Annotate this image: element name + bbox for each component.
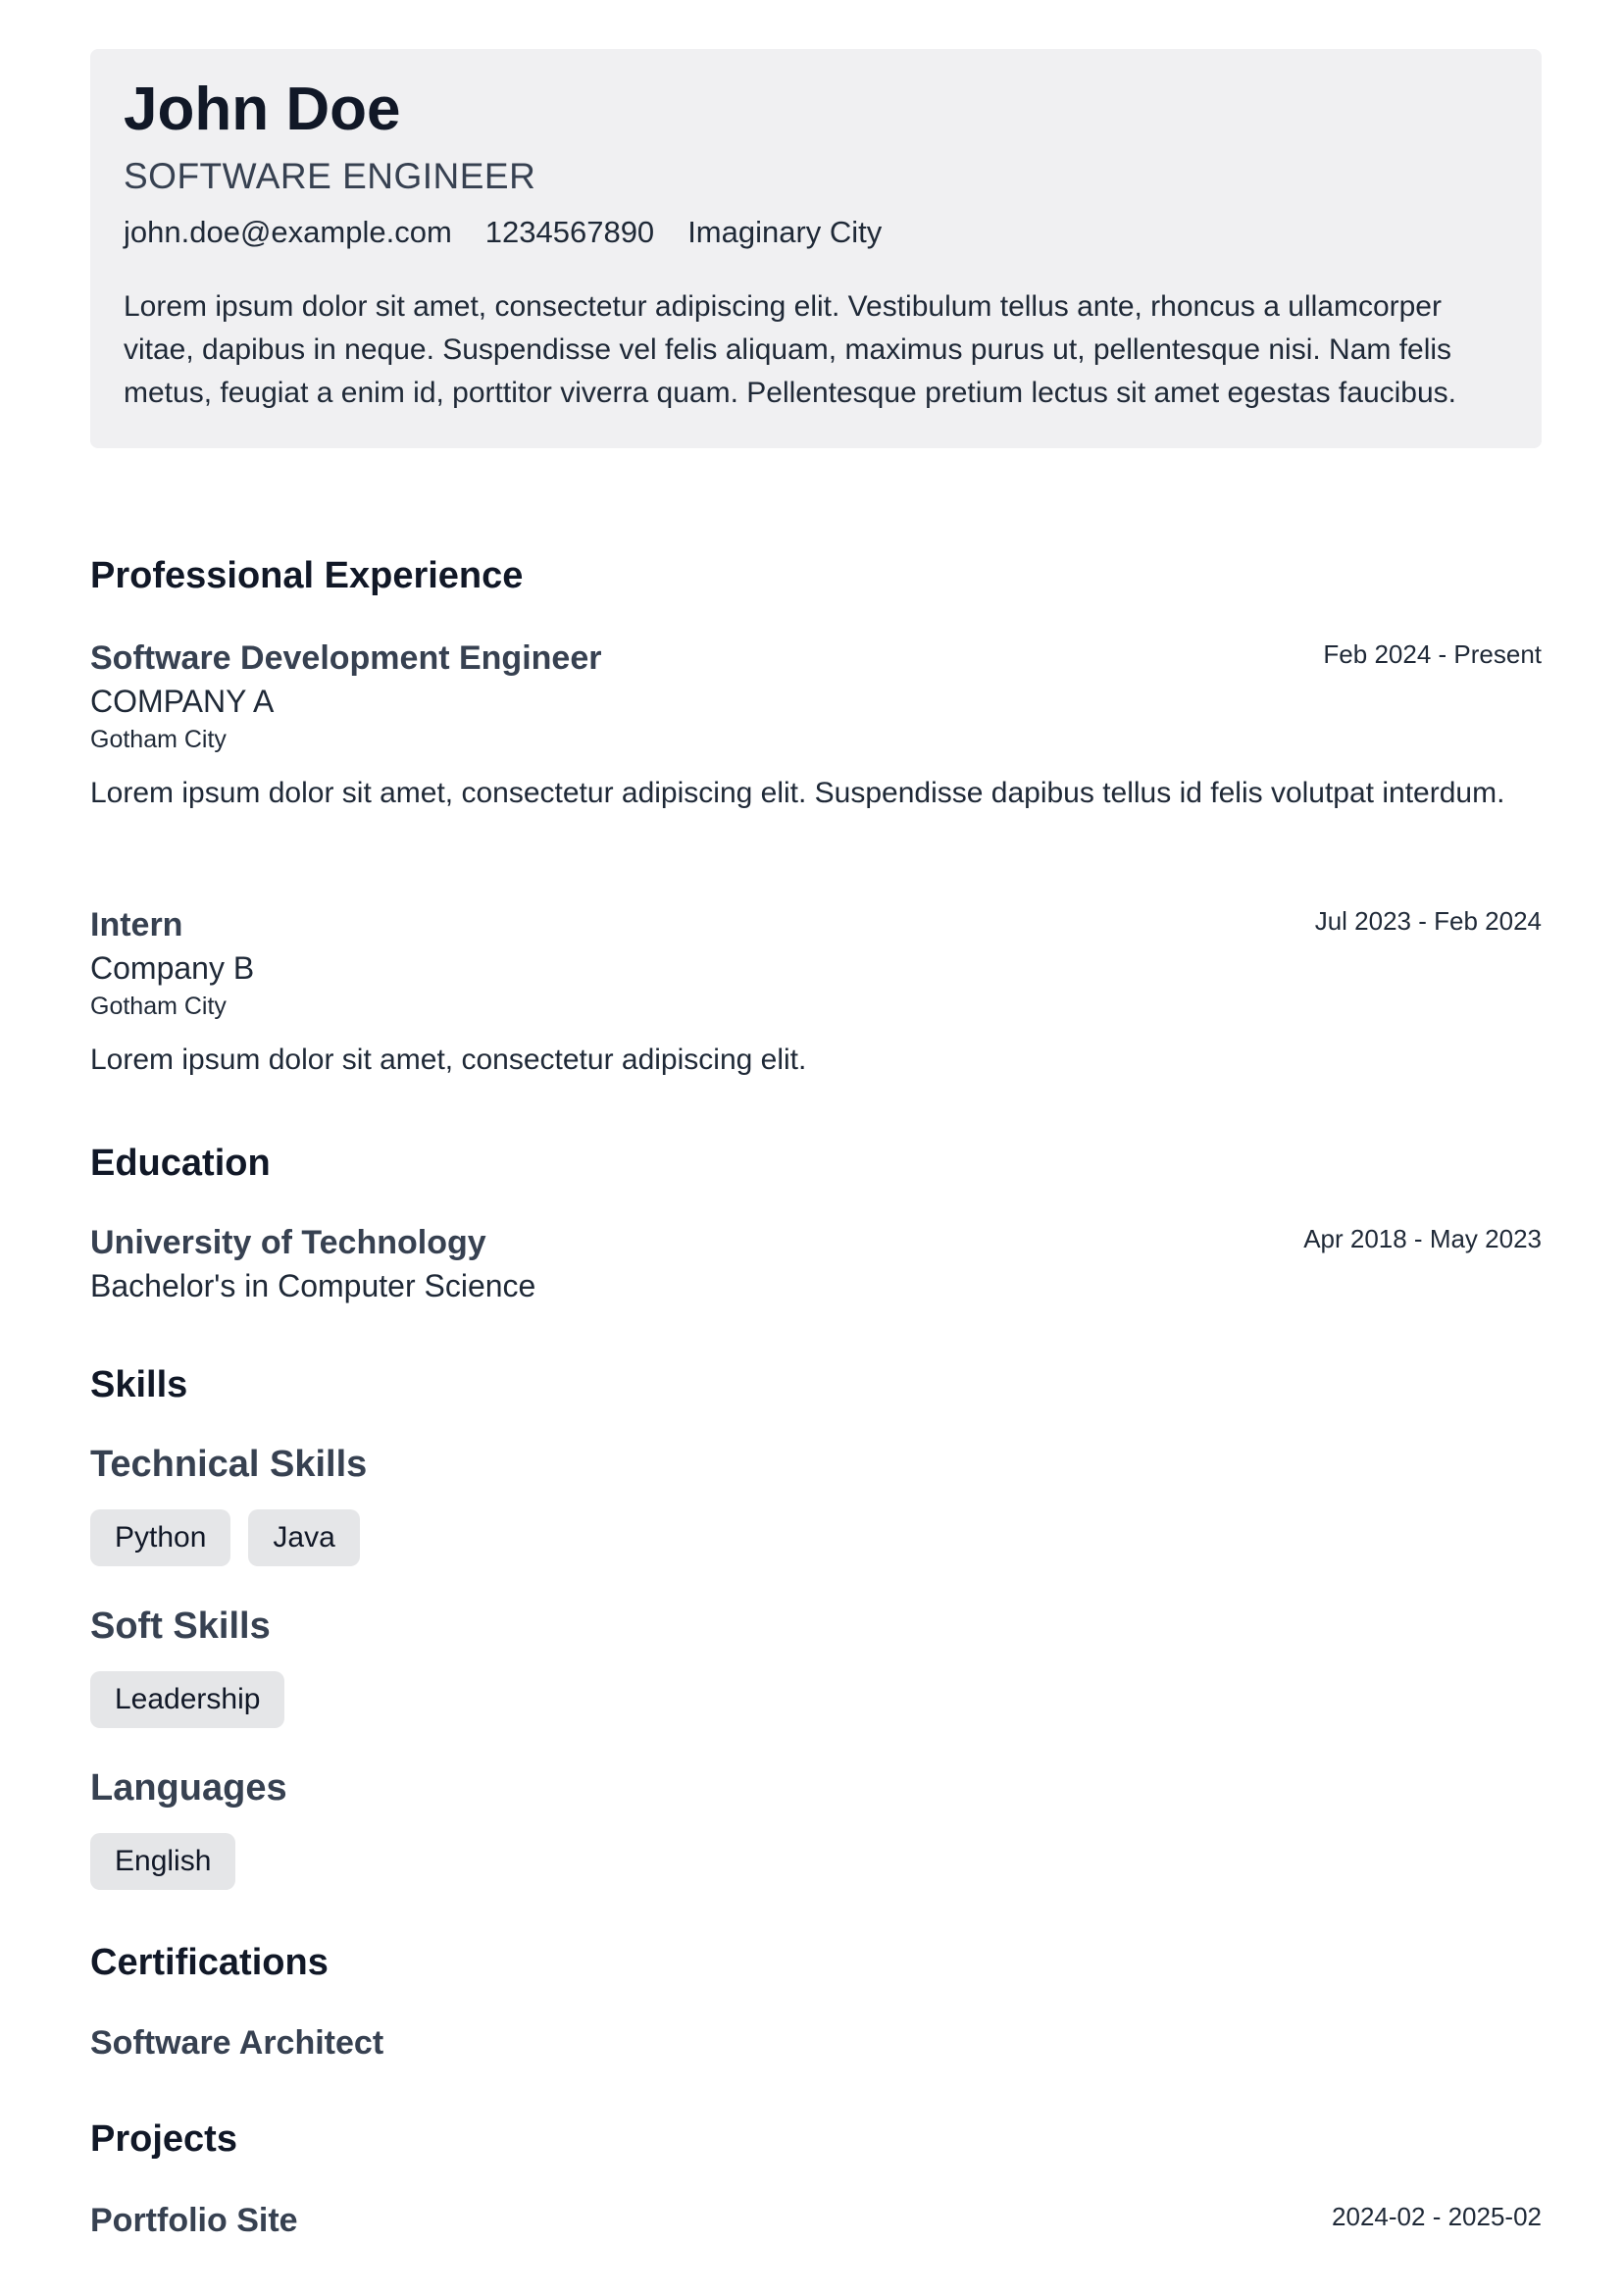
skills-section bbox=[90, 1364, 1542, 1406]
education-dates: Apr 2018 - May 2023 bbox=[1303, 1224, 1542, 1253]
skill-group bbox=[90, 1606, 1542, 1728]
project-dates: 2024-02 - 2025-02 bbox=[1332, 2202, 1542, 2231]
section-title-education: Education bbox=[90, 1143, 271, 1184]
job-description: Lorem ipsum dolor sit amet, consectetur adipiscing elit. Suspendisse dapibus tellus id felis volutpat interdum. bbox=[90, 777, 1505, 809]
certifications-section bbox=[90, 1942, 1542, 1984]
skill-group-title: Languages bbox=[90, 1767, 287, 1809]
job-title: Software Development Engineer bbox=[90, 639, 602, 677]
school-name: University of Technology bbox=[90, 1224, 486, 1261]
skill-chip: Leadership bbox=[90, 1671, 284, 1728]
experience-entry bbox=[90, 906, 1542, 1082]
summary-text: Lorem ipsum dolor sit amet, consectetur adipiscing elit. Vestibulum tellus ante, rhoncus a ullamcorper vitae, dapibus in neque. Suspendisse vel felis aliquam, maximus purus ut, pellentesque nisi. Nam felis metus, feugiat a enim id, porttitor viverra quam. Pellentesque pretium lectus sit amet egestas faucibus. bbox=[124, 290, 1456, 410]
job-location: Gotham City bbox=[90, 993, 227, 1020]
contact-phone: 1234567890 bbox=[484, 215, 655, 250]
job-company: COMPANY A bbox=[90, 684, 275, 719]
certification-entry bbox=[90, 2024, 1542, 2063]
skill-chips bbox=[90, 1671, 1542, 1728]
header-card bbox=[90, 49, 1542, 448]
section-title-certifications: Certifications bbox=[90, 1942, 329, 1983]
section-title-projects: Projects bbox=[90, 2118, 237, 2160]
skill-group-title: Technical Skills bbox=[90, 1444, 368, 1485]
section-title-experience: Professional Experience bbox=[90, 555, 524, 596]
degree-name: Bachelor's in Computer Science bbox=[90, 1268, 536, 1303]
project-title: Portfolio Site bbox=[90, 2202, 298, 2239]
experience-section bbox=[90, 555, 1542, 597]
resume-page bbox=[90, 49, 1542, 448]
skill-group-title: Soft Skills bbox=[90, 1606, 271, 1647]
projects-section bbox=[90, 2118, 1542, 2161]
contact-info bbox=[124, 215, 1508, 250]
experience-entry bbox=[90, 639, 1542, 815]
job-location: Gotham City bbox=[90, 726, 227, 753]
skill-chips bbox=[90, 1509, 1542, 1566]
skill-chip: Python bbox=[90, 1509, 230, 1566]
skill-group bbox=[90, 1444, 1542, 1566]
education-section bbox=[90, 1143, 1542, 1185]
candidate-name: John Doe bbox=[124, 76, 401, 143]
job-title: Intern bbox=[90, 906, 183, 943]
skill-group bbox=[90, 1767, 1542, 1890]
job-dates: Jul 2023 - Feb 2024 bbox=[1314, 906, 1542, 936]
education-entry bbox=[90, 1224, 1542, 1304]
job-description: Lorem ipsum dolor sit amet, consectetur adipiscing elit. bbox=[90, 1044, 807, 1076]
skill-chip: Java bbox=[248, 1509, 359, 1566]
job-company: Company B bbox=[90, 950, 255, 986]
job-dates: Feb 2024 - Present bbox=[1323, 639, 1542, 669]
candidate-title: SOFTWARE ENGINEER bbox=[124, 156, 536, 197]
contact-email: john.doe@example.com bbox=[124, 215, 452, 250]
section-title-skills: Skills bbox=[90, 1364, 188, 1405]
contact-location: Imaginary City bbox=[687, 215, 883, 250]
project-entry bbox=[90, 2202, 1542, 2240]
skill-chips bbox=[90, 1833, 1542, 1890]
certification-name: Software Architect bbox=[90, 2024, 384, 2062]
skill-chip: English bbox=[90, 1833, 235, 1890]
